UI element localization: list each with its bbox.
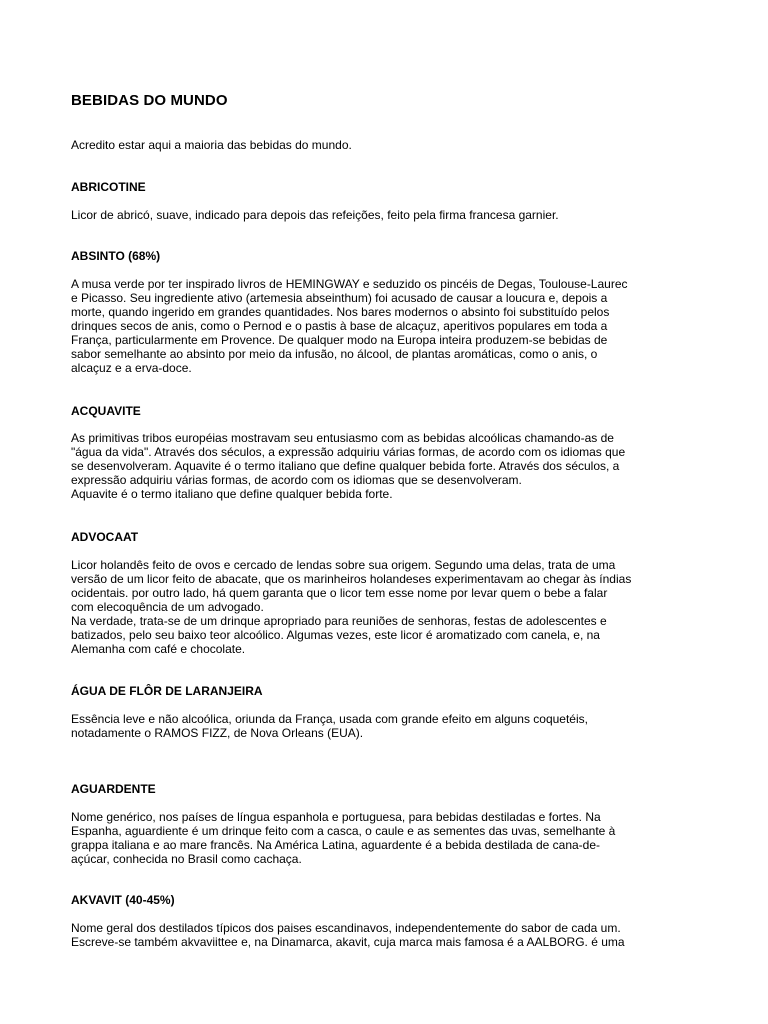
entry-line: Nome genérico, nos países de língua espanhola e portuguesa, para bebidas destiladas e fortes. Na [71, 810, 601, 824]
entry-line: e Picasso. Seu ingrediente ativo (artemesia abseinthum) foi acusado de causar a loucura e, depois a [71, 291, 608, 305]
entry-line: expressão adquiriu várias formas, de acordo com os idiomas que se desenvolveram. [71, 473, 522, 487]
entry-body-agua-de-flor-de-laranjeira [71, 712, 588, 740]
document-title: BEBIDAS DO MUNDO [71, 92, 228, 109]
entry-title-advocaat: ADVOCAAT [71, 530, 139, 544]
entry-title-abricotine: ABRICOTINE [71, 180, 146, 194]
entry-line: Essência leve e não alcoólica, oriunda da França, usada com grande efeito em alguns coquetéis, [71, 712, 588, 726]
entry-body-acquavite [71, 431, 625, 501]
entry-line: versão de um licor feito de abacate, que os marinheiros holandeses experimentavam ao chegar às índias [71, 572, 632, 586]
entry-title-aguardente: AGUARDENTE [71, 782, 156, 796]
entry-body-absinto [71, 277, 628, 375]
entry-body-aguardente [71, 810, 615, 866]
entry-title-acquavite: ACQUAVITE [71, 404, 141, 418]
entry-body-abricotine [71, 208, 559, 222]
entry-line: drinques secos de anis, como o Pernod e o pastis à base de alcaçuz, aperitivos populares em toda a [71, 319, 608, 333]
document-page [71, 0, 671, 1024]
document-intro: Acredito estar aqui a maioria das bebidas do mundo. [71, 138, 352, 152]
entry-line: com elecoquência de um advogado. [71, 600, 264, 614]
entry-line: grappa italiana e ao mare francês. Na América Latina, aguardente é a bebida destilada de cana-de- [71, 838, 601, 852]
entry-line: sabor semelhante ao absinto por meio da infusão, no álcool, de plantas aromáticas, como o anis, o [71, 347, 598, 361]
entry-line: se desenvolveram. Aquavite é o termo italiano que define qualquer bebida forte. Através dos séculos, a [71, 459, 620, 473]
entry-line: Licor holandês feito de ovos e cercado de lendas sobre sua origem. Segundo uma delas, trata de uma [71, 558, 616, 572]
entry-line: Nome geral dos destilados típicos dos paises escandinavos, independentemente do sabor de cada um. [71, 921, 621, 935]
entry-line: Alemanha com café e chocolate. [71, 642, 246, 656]
entry-body-advocaat [71, 558, 631, 656]
entry-line: açúcar, conhecida no Brasil como cachaça. [71, 852, 302, 866]
entry-line: batizados, pelo seu baixo teor alcoólico. Algumas vezes, este licor é aromatizado com canela, e, na [71, 628, 600, 642]
entry-body-akvavit [71, 921, 625, 949]
entry-line: A musa verde por ter inspirado livros de HEMINGWAY e seduzido os pincéis de Degas, Toulouse-Laurec [71, 277, 628, 291]
entry-line: alcaçuz e a erva-doce. [71, 361, 192, 375]
entry-title-akvavit: AKVAVIT (40-45%) [71, 893, 175, 907]
entry-line: Espanha, aguardiente é um drinque feito com a casca, o caule e as sementes das uvas, semelhante à [71, 824, 616, 838]
entry-title-absinto: ABSINTO (68%) [71, 249, 161, 263]
entry-title-agua-de-flor-de-laranjeira: ÁGUA DE FLÔR DE LARANJEIRA [71, 684, 263, 698]
entry-line: morte, quando ingerido em grandes quantidades. Nos bares modernos o absinto foi substituído pelos [71, 305, 610, 319]
entry-line: Aquavite é o termo italiano que define qualquer bebida forte. [71, 487, 393, 501]
entry-line: notadamente o RAMOS FIZZ, de Nova Orleans (EUA). [71, 726, 364, 740]
entry-line: França, particularmente em Provence. De qualquer modo na Europa inteira produzem-se bebidas de [71, 333, 608, 347]
entry-line: "água da vida". Através dos séculos, a expressão adquiriu várias formas, de acordo com os idiomas que [71, 445, 626, 459]
entry-line: As primitivas tribos européias mostravam seu entusiasmo com as bebidas alcoólicas chamando-as de [71, 431, 614, 445]
entry-line: ocidentais. por outro lado, há quem garanta que o licor tem esse nome por levar quem o bebe a falar [71, 586, 608, 600]
entry-line: Na verdade, trata-se de um drinque apropriado para reuniões de senhoras, festas de adolescentes e [71, 614, 607, 628]
entry-line: Licor de abricó, suave, indicado para depois das refeições, feito pela firma francesa garnier. [71, 208, 559, 222]
entry-line: Escreve-se também akvaviittee e, na Dinamarca, akavit, cuja marca mais famosa é a AALBORG. é uma [71, 935, 625, 949]
